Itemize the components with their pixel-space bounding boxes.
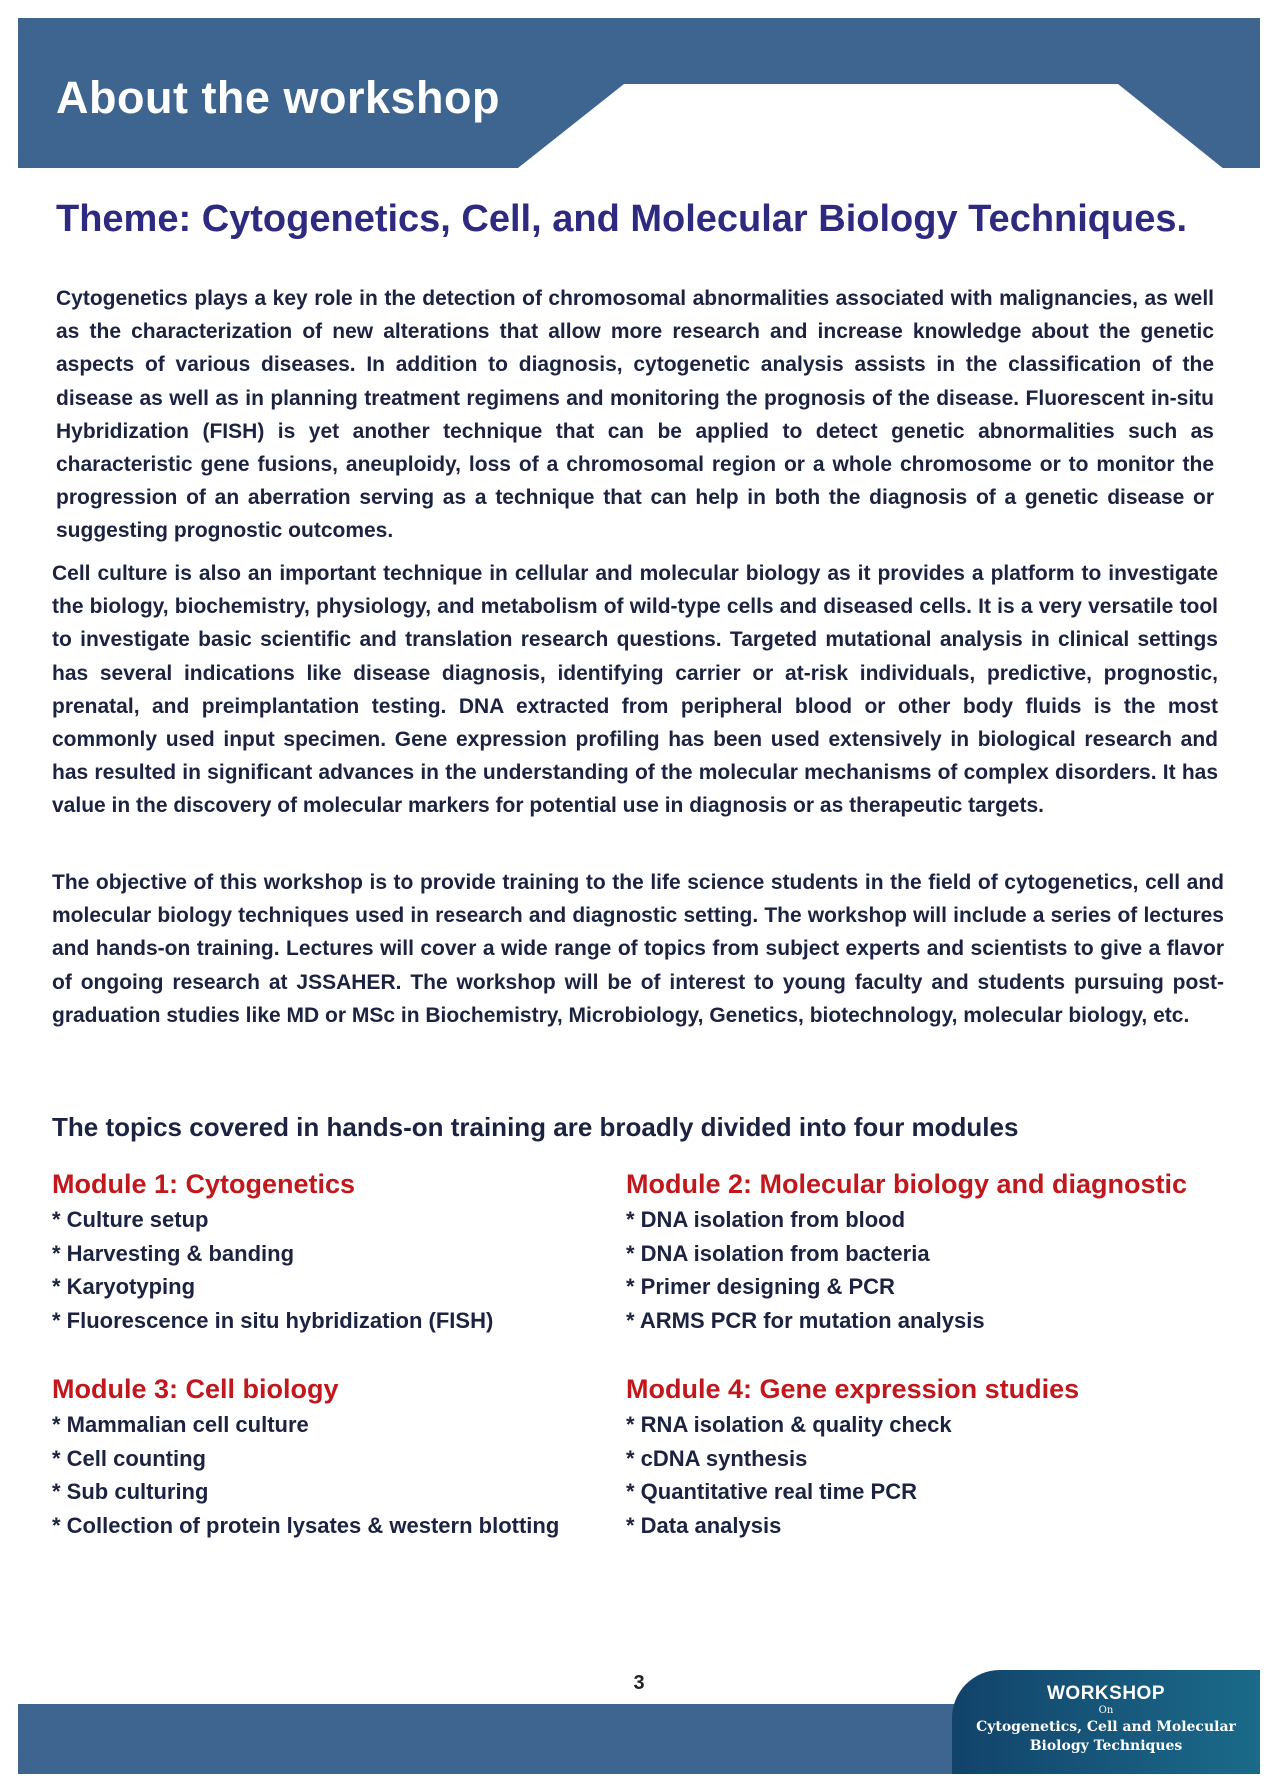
list-item: * ARMS PCR for mutation analysis — [626, 1307, 985, 1333]
module-cytogenetics — [52, 1167, 493, 1337]
module-molecular-biology — [626, 1167, 1187, 1337]
module-gene-expression — [626, 1372, 1079, 1542]
list-item: * Primer designing & PCR — [626, 1274, 895, 1299]
list-item: * Collection of protein lysates & western blotting — [52, 1512, 560, 1538]
module-title: Module 2: Molecular biology and diagnostic — [626, 1169, 1188, 1199]
module-title: Module 1: Cytogenetics — [52, 1169, 356, 1199]
module-title: Module 4: Gene expression studies — [626, 1374, 1080, 1404]
module-items — [626, 1203, 1187, 1337]
intro-paragraph-objective: The objective of this workshop is to provide training to the life science students in the field of cytogenetics, cell and molecular biology techniques used in research and diagnostic setting. The workshop will include a series of lectures and hands-on training. Lectures will cover a wide range of topics from subject experts and scientists to give a flavor of ongoing research at JSSAHER. The workshop will be of interest to young faculty and students pursuing post-graduation studies like MD or MSc in Biochemistry, Microbiology, Genetics, biotechnology, molecular biology, etc. — [52, 871, 1224, 1027]
badge-on: On — [1098, 1705, 1114, 1716]
module-items — [52, 1203, 493, 1337]
module-items — [52, 1408, 559, 1542]
list-item: * cDNA synthesis — [626, 1445, 808, 1471]
badge-title: WORKSHOP — [1047, 1683, 1165, 1704]
module-title: Module 3: Cell biology — [52, 1374, 339, 1404]
badge-subtitle-line-2: Biology Techniques — [1029, 1738, 1183, 1754]
list-item: * Cell counting — [52, 1445, 206, 1471]
list-item: * Data analysis — [626, 1512, 782, 1538]
list-item: * Mammalian cell culture — [52, 1412, 309, 1437]
intro-paragraph-cytogenetics: Cytogenetics plays a key role in the detection of chromosomal abnormalities associated with malignancies, as well as the characterization of new alterations that allow more research and increase knowledge about the genetic aspects of various diseases. In addition to diagnosis, cytogenetic analysis assists in the classification of the disease as well as in planning treatment regimens and monitoring the prognosis of the disease. Fluorescent in-situ Hybridization (FISH) is yet another technique that can be applied to detect genetic abnormalities such as characteristic gene fusions, aneuploidy, loss of a chromosomal region or a whole chromosome or to monitor the progression of an aberration serving as a technique that can help in both the diagnosis of a genetic disease or suggesting prognostic outcomes. — [56, 287, 1214, 543]
module-cell-biology — [52, 1372, 559, 1542]
list-item: * Harvesting & banding — [52, 1240, 295, 1266]
list-item: * Quantitative real time PCR — [626, 1479, 917, 1504]
intro-paragraph-cell-culture: Cell culture is also an important technique in cellular and molecular biology as it provides a platform to investigate the biology, biochemistry, physiology, and metabolism of wild-type cells and diseased cells. It is a very versatile tool to investigate basic scientific and translation research questions. Targeted mutational analysis in clinical settings has several indications like disease diagnosis, identifying carrier or at-risk individuals, predictive, prognostic, prenatal, and preimplantation testing. DNA extracted from peripheral blood or other body fluids is the most commonly used input specimen. Gene expression profiling has been used extensively in biological research and has resulted in significant advances in the understanding of the molecular mechanisms of complex disorders. It has value in the discovery of molecular markers for potential use in diagnosis or as therapeutic targets. — [52, 562, 1218, 818]
list-item: * Karyotyping — [52, 1274, 196, 1299]
list-item: * Sub culturing — [52, 1479, 209, 1504]
module-items — [626, 1408, 1079, 1542]
list-item: * DNA isolation from blood — [626, 1207, 906, 1232]
list-item: * DNA isolation from bacteria — [626, 1240, 930, 1266]
page-title: About the workshop — [56, 72, 500, 123]
list-item: * Culture setup — [52, 1207, 209, 1232]
footer-badge — [952, 1670, 1260, 1774]
page-number: 3 — [633, 1672, 645, 1694]
list-item: * RNA isolation & quality check — [626, 1412, 952, 1437]
theme-title: Theme: Cytogenetics, Cell, and Molecular Biology Techniques. — [56, 198, 1188, 240]
topics-heading: The topics covered in hands-on training are broadly divided into four modules — [52, 1112, 1019, 1142]
list-item: * Fluorescence in situ hybridization (FISH) — [52, 1307, 494, 1333]
badge-subtitle-line-1: Cytogenetics, Cell and Molecular — [976, 1719, 1236, 1735]
